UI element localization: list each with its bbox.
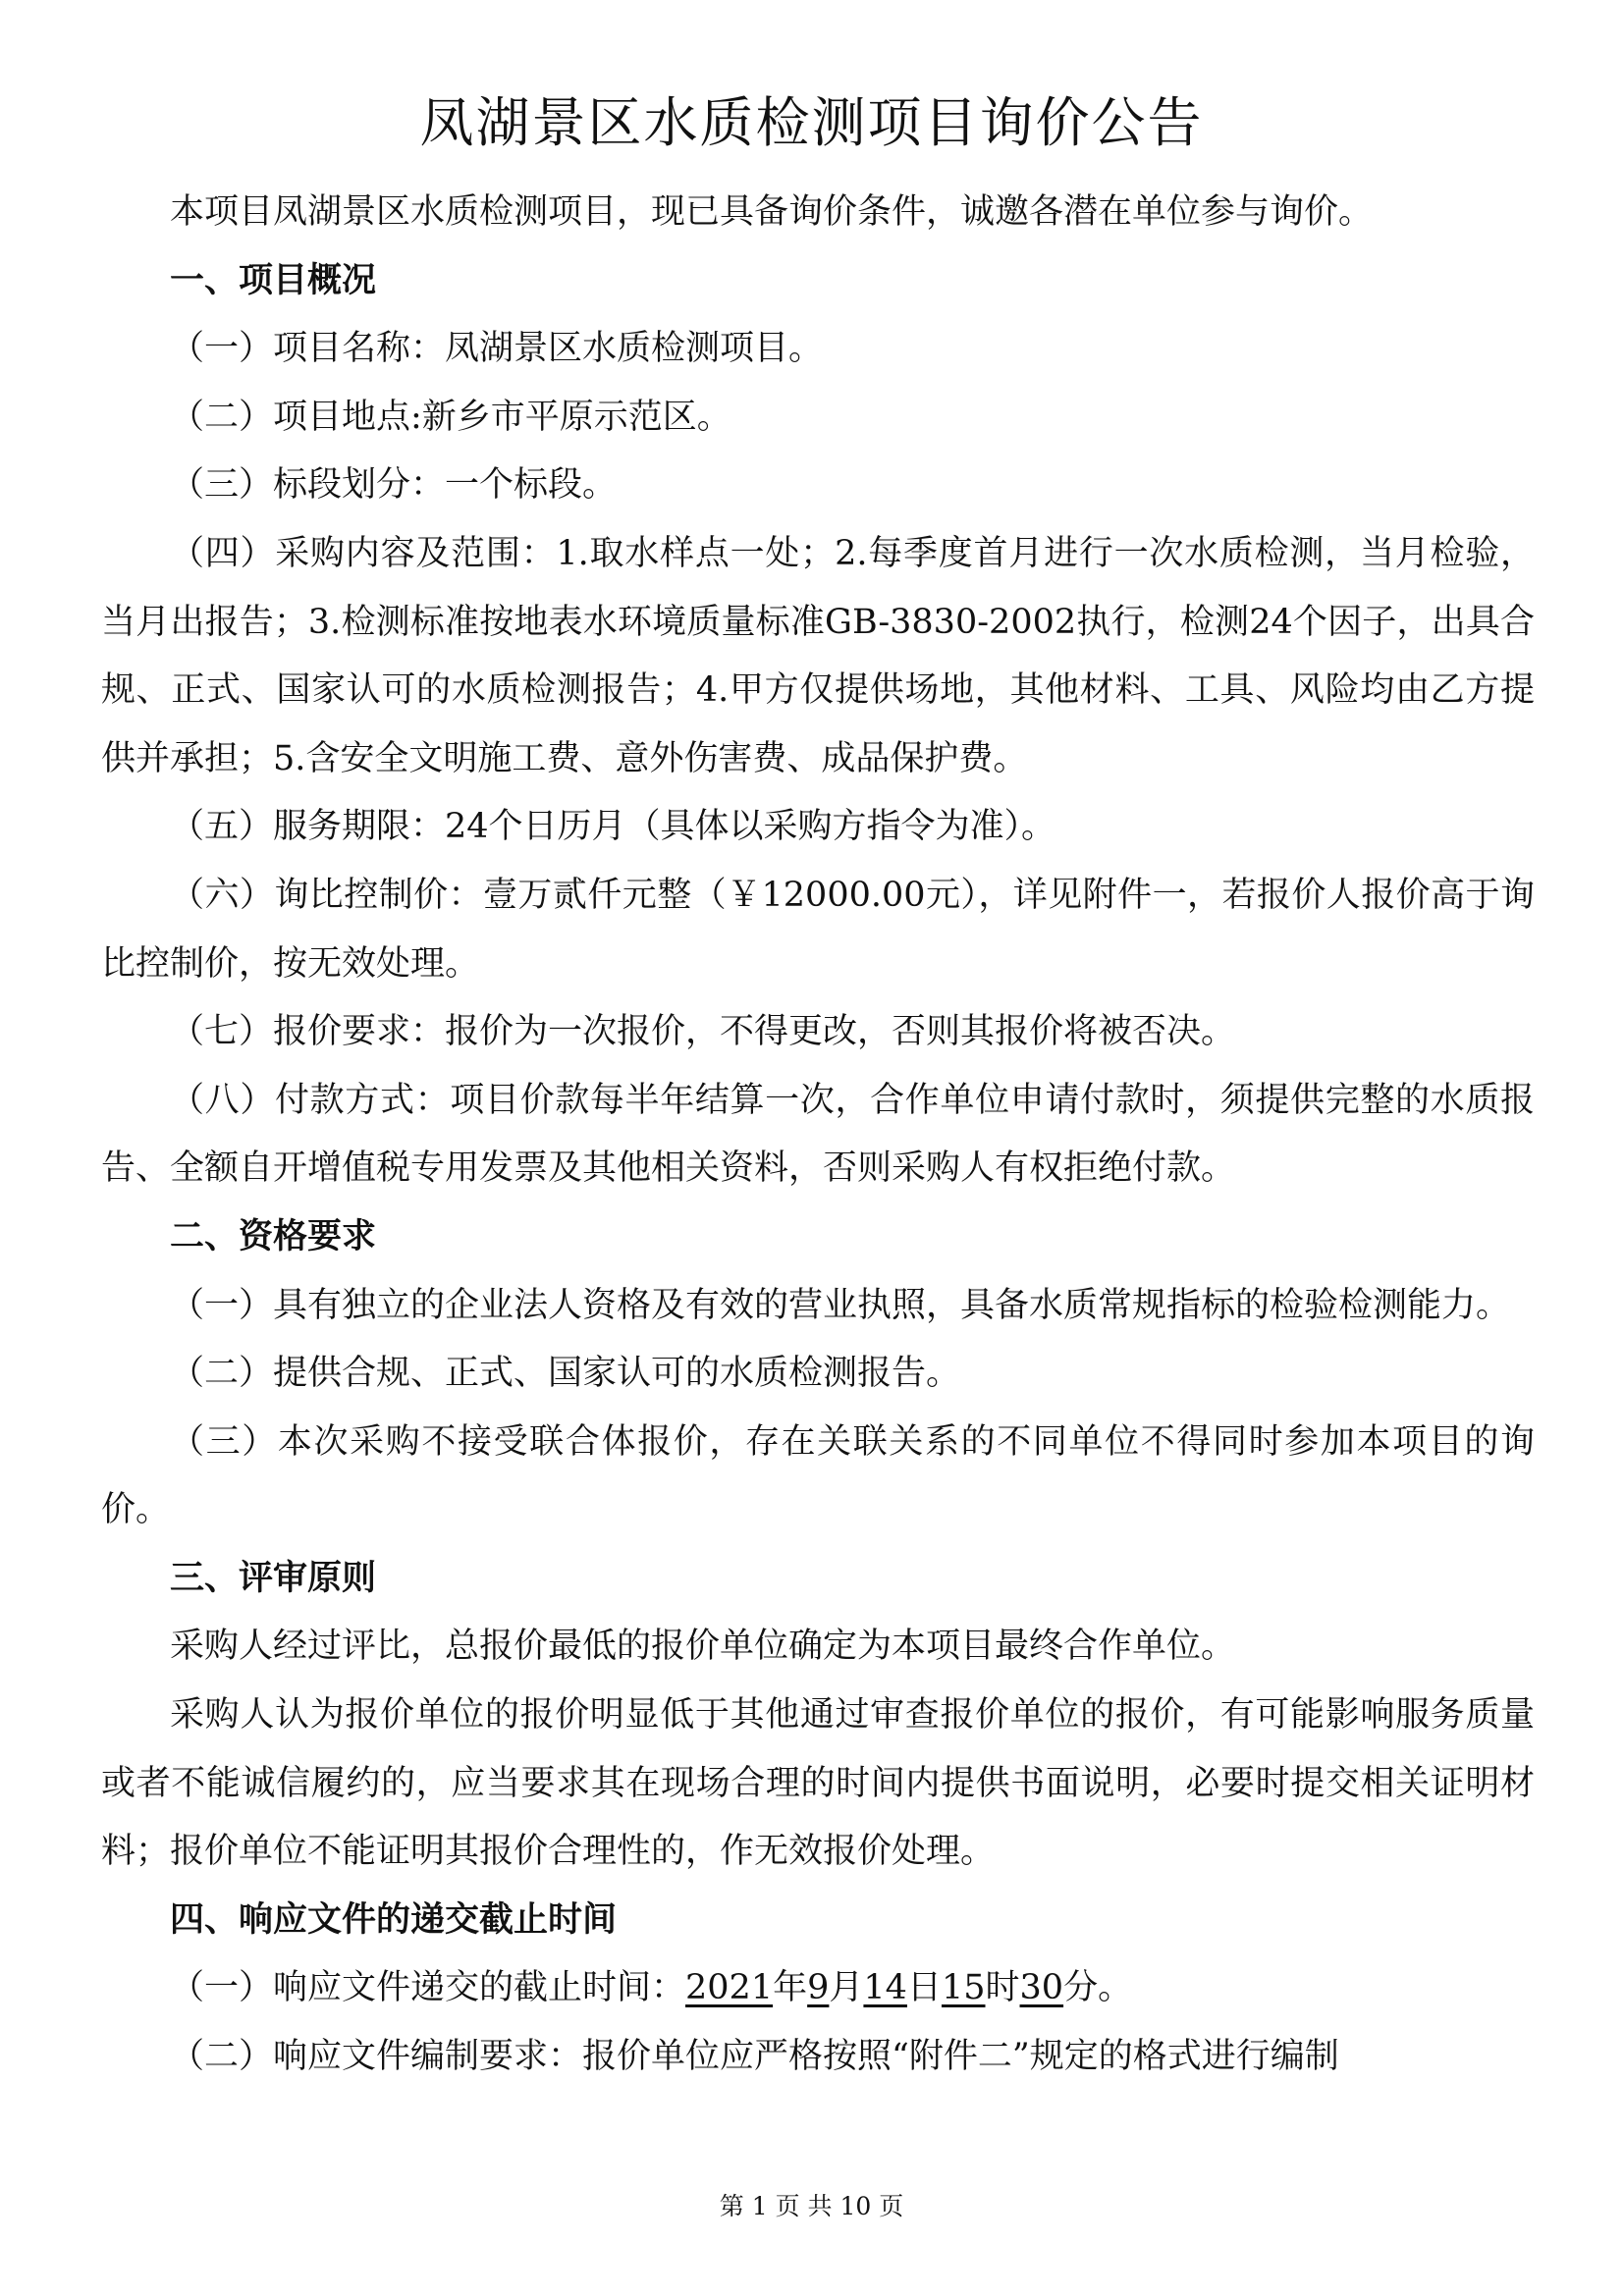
qualification-item-3: （三）本次采购不接受联合体报价，存在关联关系的不同单位不得同时参加本项目的询价。 bbox=[101, 1421, 1535, 1530]
service-period-item: （五）服务期限：24个日历月（具体以采购方指令为准）。 bbox=[170, 807, 1056, 847]
section-heading-deadline: 四、响应文件的递交截止时间 bbox=[170, 1899, 618, 1940]
deadline-item bbox=[101, 1954, 1535, 2023]
intro-paragraph: 本项目凤湖景区水质检测项目，现已具备询价条件，诚邀各潜在单位参与询价。 bbox=[170, 192, 1374, 232]
project-location-item: （二）项目地点:新乡市平原示范区。 bbox=[170, 397, 731, 437]
deadline-hour: 15 bbox=[941, 1968, 986, 2008]
document-body bbox=[101, 179, 1535, 2092]
deadline-year-unit: 年 bbox=[773, 1968, 808, 2008]
project-name-item: （一）项目名称：凤湖景区水质检测项目。 bbox=[170, 329, 824, 369]
document-preparation-item: （二）响应文件编制要求：报价单位应严格按照“附件二”规定的格式进行编制 bbox=[170, 2037, 1339, 2077]
payment-method-item: （八）付款方式：项目价款每半年结算一次，合作单位申请付款时，须提供完整的水质报告、全额自开增值税专用发票及其他相关资料，否则采购人有权拒绝付款。 bbox=[101, 1080, 1535, 1189]
deadline-prefix: （一）响应文件递交的截止时间： bbox=[170, 1968, 686, 2008]
evaluation-paragraph-2: 采购人认为报价单位的报价明显低于其他通过审查报价单位的报价，有可能影响服务质量或者不能诚信履约的，应当要求其在现场合理的时间内提供书面说明，必要时提交相关证明材料；报价单位不能证明其报价合理性的，作无效报价处理。 bbox=[101, 1695, 1535, 1872]
deadline-month: 9 bbox=[807, 1968, 830, 2008]
document-title: 凤湖景区水质检测项目询价公告 bbox=[419, 91, 1204, 154]
evaluation-paragraph-1: 采购人经过评比，总报价最低的报价单位确定为本项目最终合作单位。 bbox=[170, 1627, 1236, 1667]
procurement-scope-item: （四）采购内容及范围：1.取水样点一处；2.每季度首月进行一次水质检测，当月检验，当月出报告；3.检测标准按地表水环境质量标准GB-3830-2002执行，检测24个因子，出具合规、正式、国家认可的水质检测报告；4.甲方仅提供场地，其他材料、工具、风险均由乙方提供并承担；5.含安全文明施工费、意外伤害费、成品保护费。 bbox=[101, 533, 1535, 778]
page-footer: 第 1 页 共 10 页 bbox=[719, 2192, 904, 2220]
deadline-year: 2021 bbox=[685, 1968, 774, 2008]
deadline-minute-unit: 分。 bbox=[1063, 1968, 1133, 2008]
section-heading-evaluation: 三、评审原则 bbox=[170, 1558, 377, 1598]
section-heading-project-overview: 一、项目概况 bbox=[170, 260, 377, 300]
deadline-month-unit: 月 bbox=[829, 1968, 864, 2008]
deadline-day-unit: 日 bbox=[906, 1968, 942, 2008]
lot-division-item: （三）标段划分：一个标段。 bbox=[170, 465, 618, 506]
deadline-minute: 30 bbox=[1019, 1968, 1064, 2008]
deadline-day: 14 bbox=[863, 1968, 907, 2008]
quotation-requirement-item: （七）报价要求：报价为一次报价，不得更改，否则其报价将被否决。 bbox=[170, 1012, 1236, 1052]
deadline-hour-unit: 时 bbox=[985, 1968, 1020, 2008]
qualification-item-2: （二）提供合规、正式、国家认可的水质检测报告。 bbox=[170, 1354, 961, 1394]
qualification-item-1: （一）具有独立的企业法人资格及有效的营业执照，具备水质常规指标的检验检测能力。 bbox=[170, 1285, 1511, 1325]
section-heading-qualification: 二、资格要求 bbox=[170, 1216, 377, 1256]
control-price-item: （六）询比控制价：壹万贰仟元整（￥12000.00元），详见附件一，若报价人报价高于询比控制价，按无效处理。 bbox=[101, 875, 1535, 984]
